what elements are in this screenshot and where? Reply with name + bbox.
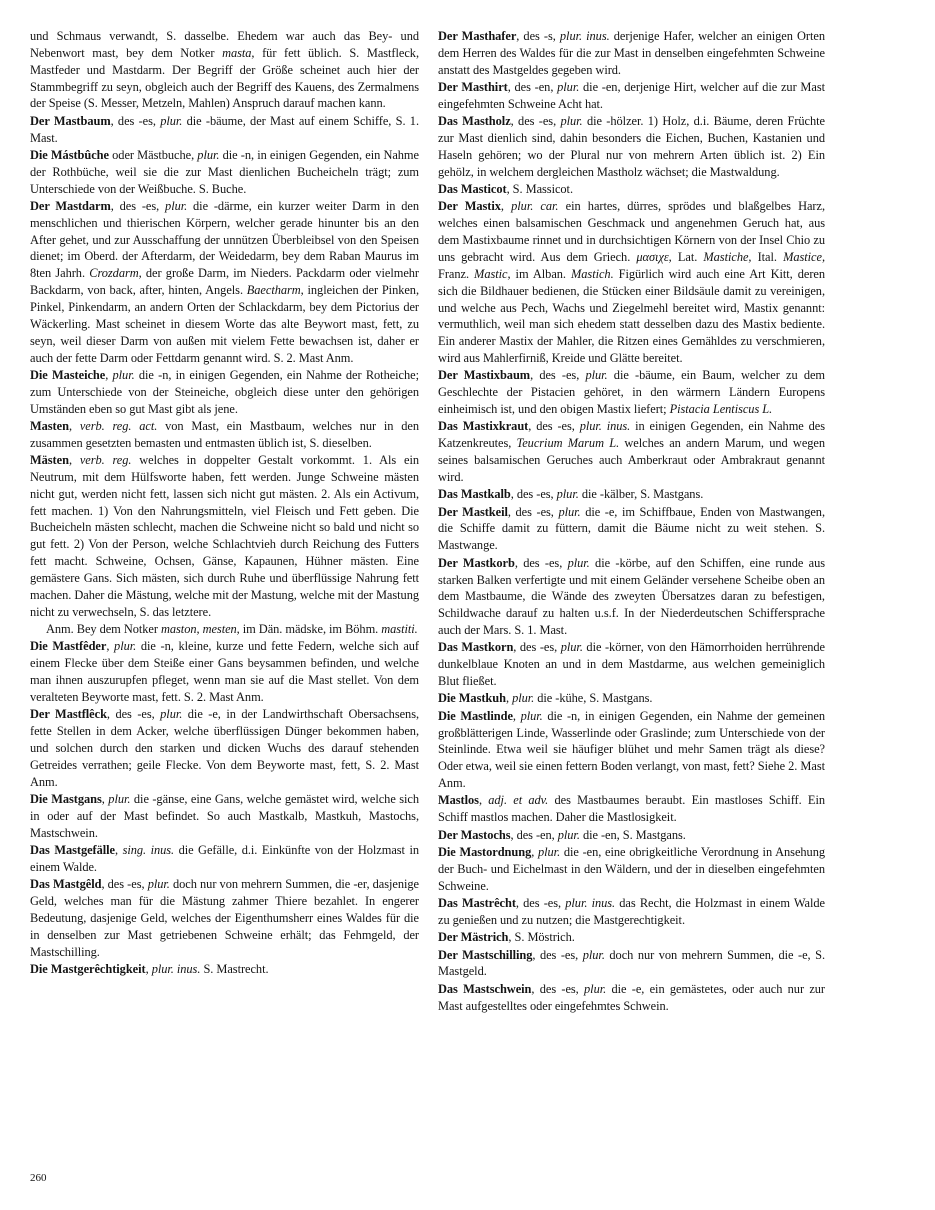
italic-term: adj. et adv. xyxy=(488,793,549,808)
entry-text: , xyxy=(512,708,521,723)
entry-text: S. Mastrecht. xyxy=(200,961,269,976)
entry-text: die -e, ein gemästetes, oder auch nur zur Mast aufgestelltes oder eingefehmtes Schwein. xyxy=(438,981,825,1013)
dictionary-entry xyxy=(30,842,419,876)
entry-text: , des -es, xyxy=(513,640,561,655)
dictionary-entry xyxy=(438,929,825,946)
entry-text: die -bäume, der Mast auf einem Schiffe, S. 1. Mast. xyxy=(30,113,419,145)
dictionary-entry xyxy=(438,418,825,485)
entry-text: die -en, eine obrigkeitliche Verordnung in Ansehung der Buch- und Eichelmast in den Wäldern, und der in dieselben eingefehmten Schweine. xyxy=(438,845,825,893)
dictionary-entry xyxy=(30,961,419,978)
dictionary-entry xyxy=(30,876,419,960)
entry-text: für fett üblich. S. Mastfleck, Mastfeder und Mastdarm. Der Begriff der Größe scheinet auch hier der Stammbegriff zu seyn, obgleich auch der Begriff des Kauens, des Zermalmens der Speise (S. Messer, Metzeln, Mahlen) Anspruch darauf machen kann. xyxy=(30,45,419,111)
italic-term: plur. xyxy=(558,504,581,519)
dictionary-entry xyxy=(438,79,825,113)
entry-text: oder Mästbuche, xyxy=(108,147,198,162)
italic-term: plur. xyxy=(560,114,583,129)
italic-term: sing. inus. xyxy=(122,843,175,857)
entry-text: , des -es, xyxy=(101,877,148,892)
italic-term: μασιχε, xyxy=(636,249,672,264)
entry-text: im Alban. xyxy=(510,266,571,281)
headword: Die Mástbûche xyxy=(30,147,109,162)
headword: Mastlos xyxy=(438,793,479,808)
italic-term: masta, xyxy=(222,45,255,60)
entry-text: und Schmaus verwandt, S. dasselbe. Ehedem war auch das Bey- und Nebenwort mast, bey dem Notker xyxy=(30,29,419,60)
dictionary-entry xyxy=(438,792,825,826)
italic-term: plur. xyxy=(108,791,131,806)
italic-term: plur. xyxy=(160,113,183,128)
entry-text: welches an andern Marum, und wegen seines balsamischen Geruches auch Amberkraut oder Ambrakraut genannt wird. xyxy=(438,436,826,484)
entry-text: Lat. xyxy=(671,249,704,264)
entry-text: , des -es, xyxy=(106,707,161,722)
entry-text: des Mastbaumes beraubt. Ein mastloses Schiff. Ein Schiff mastlos machen. Daher die Mastlosigkeit. xyxy=(438,793,825,825)
dictionary-entry xyxy=(30,791,419,842)
italic-term: verb. reg. act. xyxy=(79,418,158,433)
dictionary-entry xyxy=(30,198,419,366)
entry-text: ingleichen der Pinken, Pinkel, Pinkendarm, an andern Orten der Schlackdarm, bey dem Pictorius der Wäckerling. Mast scheinet in diesem Worte das alte Beywort mast, fett, zu seyn, weil dieser Darm von außen mit vielem Fette bewachsen ist, daher er auch der fette Darm oder Fettdarm genannt wird. S. 2. Mast Anm. xyxy=(30,283,419,365)
italic-term: mastiti. xyxy=(381,622,418,637)
dictionary-entry xyxy=(438,708,825,792)
entry-text: , xyxy=(145,961,152,976)
italic-term: Teucrium Marum L. xyxy=(516,436,620,451)
entry-text: die -n, kleine, kurze und fette Federn, welche sich auf einem Flecke über dem Steiße einer Gans beysammen befinden, und welche man ihnen auszurupfen pfleget, wenn man sie auf die Mast stellet. Von dem veralteten Beyworte mast, fett. S. 2. Mast Anm. xyxy=(30,639,419,704)
italic-term: plur. inus. xyxy=(559,29,610,43)
entry-text: die -e, in der Landwirthschaft Obersachsens, fette Stellen in dem Acker, welche überflüssigen Dünger bekommen haben, und solchen durch den starken und dicken Wuchs des darauf stehenden Getreides verrathen; geile Flecke. Von dem Beyworte mast, fett, S. 2. Mast Anm. xyxy=(30,707,420,789)
entry-text: Franz. xyxy=(438,266,475,281)
entry-text: die -körbe, auf den Schiffen, eine runde aus starken Balken verfertigte und mit einem Geländer versehene Scheibe oben an dem Mastbaume, die Wände des zweyten Übersatzes daran zu befestigen, Schildwache darauf zu halten u.s.f. In der Niederdeutschen Schiffersprache auch der Mars. S. 1. Mast. xyxy=(438,555,825,638)
headword: Masten xyxy=(30,418,69,433)
entry-text: , des -es, xyxy=(510,487,557,502)
dictionary-entry xyxy=(438,827,825,844)
entry-text: , des -es, xyxy=(507,504,559,519)
italic-term: Mastich. xyxy=(571,266,614,281)
entry-text: die -n, in einigen Gegenden, ein Nahme der gemeinen großblätterigen Linde, Wasserlinde oder Graslinde; zum Unterschiede von der Steinlinde. Etwa weil sie häufiger blühet und mehr Samen trägt als diese? Oder etwa, weil sie einen fettern Boden verlangt, von mast, fett? Siehe 2. Mast Anm. xyxy=(438,708,825,791)
headword: Der Mastbaum xyxy=(30,113,111,128)
dictionary-entry xyxy=(30,638,419,705)
headword: Der Masthafer xyxy=(438,29,517,43)
italic-term: plur. xyxy=(584,981,607,996)
entry-text: , des -es, xyxy=(110,113,161,128)
entry-text: , xyxy=(106,639,115,654)
dictionary-entry xyxy=(30,621,419,638)
entry-text: die -bäume, ein Baum, welcher zu dem Geschlechte der Pistacien gehöret, in den wärmern Ländern Europens einheimisch ist, und den obigen Mastix liefert; xyxy=(438,368,826,417)
headword: Die Mastkuh xyxy=(438,691,506,706)
dictionary-entry xyxy=(438,198,825,366)
italic-term: plur. xyxy=(585,368,608,383)
entry-text: die -kälber, S. Mastgans. xyxy=(578,487,704,502)
headword: Das Masticot xyxy=(438,182,507,197)
entry-text: die Gefälle, d.i. Einkünfte von der Holzmast in einem Walde. xyxy=(30,843,419,874)
italic-term: plur. xyxy=(147,877,170,892)
right-column xyxy=(438,28,825,1015)
entry-text: die -gänse, eine Gans, welche gemästet wird, welche sich in oder auf der Mast befindet. So auch Mastkalb, Mastkuh, Mastochs, Mastschwein. xyxy=(30,791,420,840)
entry-text: ein hartes, dürres, sprödes und blaßgelbes Harz, welches einen balsamischen Geschmack und angenehmen Geruch hat, aus dem Mastixbaume rinnet und in durchsichtigen Körnern von der Insel Chio zu uns gebracht wird. Aus dem Griech. xyxy=(438,199,825,264)
entry-text: Ital. xyxy=(751,249,784,264)
italic-term: plur. xyxy=(582,947,605,962)
dictionary-entry xyxy=(30,28,419,112)
dictionary-entry xyxy=(30,452,419,620)
entry-text: , xyxy=(105,367,113,382)
entry-text: , des -s, xyxy=(516,29,560,43)
italic-term: Mastiche, xyxy=(703,249,752,264)
italic-term: Mastic, xyxy=(474,266,511,281)
left-column xyxy=(30,28,419,978)
dictionary-entry xyxy=(438,981,825,1015)
headword: Das Mastixkraut xyxy=(438,419,529,434)
dictionary-entry xyxy=(30,147,419,198)
italic-term: plur. xyxy=(160,707,183,722)
italic-term: plur. inus. xyxy=(579,419,631,434)
dictionary-entry xyxy=(438,367,825,418)
dictionary-entry xyxy=(438,639,825,690)
headword: Die Mastlinde xyxy=(438,708,513,723)
italic-term: Crozdarm, xyxy=(89,266,142,281)
entry-text: die -e, im Schiffbaue, Enden von Mastwangen, die Schiffe damit zu füttern, damit die Bäume nicht zu weit stehen. S. Mastwange. xyxy=(438,504,826,553)
headword: Der Mastixbaum xyxy=(438,368,531,383)
headword: Die Mastfêder xyxy=(30,639,107,654)
italic-term: plur. xyxy=(567,555,590,570)
entry-text: die -körner, von den Hämorrhoiden herrührende dunkelblaue Knoten an und in dem Mastdarme, aus welchen gemeiniglich Blut fließet. xyxy=(438,640,826,689)
entry-text: , xyxy=(531,845,538,859)
headword: Der Mastflêck xyxy=(30,707,107,722)
italic-term: plur. xyxy=(538,845,561,859)
dictionary-entry xyxy=(438,181,825,198)
entry-text: im Dän. mädske, im Böhm. xyxy=(239,622,382,637)
dictionary-entry xyxy=(438,113,825,180)
italic-term: plur. inus. xyxy=(151,961,201,976)
entry-text: die -en, derjenige Hirt, welcher auf die zur Mast eingefehmten Schweine Acht hat. xyxy=(438,80,825,111)
headword: Mästen xyxy=(30,453,69,468)
italic-term: plur. xyxy=(560,640,583,655)
entry-text: derjenige Hafer, welcher an einigen Orten dem Herren des Waldes für die zur Mast in denselben eingefehmten Schweine anstatt des Mastgeldes gegeben wird. xyxy=(438,29,825,77)
headword: Der Mastdarm xyxy=(30,198,111,213)
headword: Das Mastgefälle xyxy=(30,843,116,857)
headword: Das Mastschwein xyxy=(438,981,532,996)
headword: Der Mastkorb xyxy=(438,555,515,570)
headword: Der Masthirt xyxy=(438,80,508,95)
entry-text: die -kühe, S. Mastgans. xyxy=(534,691,653,706)
entry-text: die -därme, ein kurzer weiter Darm in den menschlichen und thierischen Körpern, welcher gerade hinunter bis an den After gehet, und zur Ausschaffung der unnützen Überbleibsel von den Speisen dienet; im Oberd. der Afterdarm, der Weidedarm, bey dem Raban Maurus im 8ten Jahrh. xyxy=(30,198,419,281)
headword: Das Mastkalb xyxy=(438,487,511,502)
italic-term: maston, mesten, xyxy=(160,622,240,637)
entry-text: , S. Massicot. xyxy=(506,182,573,197)
headword: Die Mastgerêchtigkeit xyxy=(30,961,146,976)
italic-term: plur. xyxy=(557,827,580,842)
headword: Das Mastgêld xyxy=(30,877,102,892)
entry-text: Anm. Bey dem Notker xyxy=(46,622,161,637)
entry-text: die -en, S. Mastgans. xyxy=(579,827,686,842)
italic-term: plur. car. xyxy=(511,199,559,214)
entry-text: , xyxy=(101,791,109,806)
headword: Das Mastrêcht xyxy=(438,896,516,911)
headword: Das Mastholz xyxy=(438,114,511,129)
italic-term: Pistacia Lentiscus L. xyxy=(669,402,773,417)
dictionary-entry xyxy=(30,113,419,147)
headword: Das Mastkorn xyxy=(438,640,514,655)
entry-text: , xyxy=(68,418,80,433)
headword: Die Mastordnung xyxy=(438,845,532,859)
headword: Die Mastgans xyxy=(30,791,102,806)
entry-text: in einigen Gegenden, ein Nahme des Katzenkreutes, xyxy=(438,419,825,451)
entry-text: , des -es, xyxy=(515,896,566,911)
entry-text: , des -es, xyxy=(528,419,580,434)
italic-term: plur. xyxy=(512,691,535,706)
headword: Der Mastix xyxy=(438,199,501,214)
italic-term: plur. xyxy=(557,80,580,95)
entry-text: , des -es, xyxy=(531,981,585,996)
italic-term: plur. xyxy=(112,367,135,382)
entry-text: der große Darm, im Nieders. Packdarm oder vielmehr Backdarm, von back, after, hinten, Angels. xyxy=(30,266,419,298)
headword: Der Mästrich xyxy=(438,930,509,945)
entry-text: , des -es, xyxy=(510,114,561,129)
headword: Der Mastschilling xyxy=(438,947,533,962)
entry-text: , xyxy=(500,199,512,214)
dictionary-entry xyxy=(438,844,825,895)
dictionary-entry xyxy=(438,486,825,503)
dictionary-entry xyxy=(438,895,825,929)
entry-text: doch nur von mehrern Summen, die -er, dasjenige Geld, welches man für die Mästung zahmer Thiere bezahlet. In engerer Bedeutung, dasjenige Geld, welches der Eigenthumsherr eines Waldes für die in denselben zur Mast getriebenen Schweine erhält; das Fehmgeld, der Mastschilling. xyxy=(30,877,419,959)
entry-text: , S. Möstrich. xyxy=(508,930,575,945)
entry-text: welches in doppelter Gestalt vorkommt. 1. Als ein Neutrum, mit dem Hülfsworte haben, fett werden. Junge Schweine mästen nicht gut, werden nicht fett, lassen sich nicht gut mästen. 2. Als ein Activum, fett machen. 1) Von den Nahrungsmitteln, viel Fleisch und Fett geben. Die Bucheicheln mästen schlecht, machen die Schweine nicht so bald und nicht so gut fett. 2) Von der Person, welche Schlachtvieh durch Reichung des Futters fett macht. Schweine, Ochsen, Gänse, Kapaunen, Hühner mästen. Eine gemästere Gans. Sich mästen, sich durch Ruhe und überflüssige Nahrung fett machen. Daher die Mästung, welche mit der Mastung, welche mit der Mastung nicht zu verwechseln, S. das letztere. xyxy=(30,453,419,619)
dictionary-entry xyxy=(438,504,825,555)
dictionary-entry xyxy=(438,947,825,981)
entry-text: , xyxy=(478,793,489,808)
dictionary-entry xyxy=(30,706,419,790)
entry-text: , des -es, xyxy=(530,368,586,383)
italic-term: plur. xyxy=(114,639,137,654)
italic-term: plur. xyxy=(197,147,220,162)
entry-text: , xyxy=(68,453,80,468)
entry-text: das Recht, die Holzmast in einem Walde zu genießen und zu nutzen; die Mastgerechtigkeit. xyxy=(438,896,825,927)
entry-text: doch nur von mehrern Summen, die -e, S. Mastgeld. xyxy=(438,947,825,979)
italic-term: verb. reg. xyxy=(79,453,132,468)
entry-text: , des -es, xyxy=(110,198,166,213)
entry-text: von Mast, ein Mastbaum, welches nur in den zusammen gesetzten bemasten und entmasten üblich ist, S. dieselben. xyxy=(30,418,420,450)
italic-term: plur. inus. xyxy=(565,896,616,911)
entry-text: , des -en, xyxy=(510,827,558,842)
entry-text: , xyxy=(115,843,123,857)
entry-text: , des -es, xyxy=(514,555,568,570)
entry-text: die -n, in einigen Gegenden, ein Nahme der Rotheiche; zum Unterschiede von der Steineiche, obgleich diese unter den gehörigen Umständen eben so gut Mast gibt als jene. xyxy=(30,367,419,416)
italic-term: plur. xyxy=(165,198,188,213)
entry-text: , xyxy=(505,691,513,706)
entry-text: , des -en, xyxy=(507,80,558,95)
headword: Der Mastkeil xyxy=(438,504,508,519)
entry-text: , des -es, xyxy=(532,947,583,962)
headword: Die Masteiche xyxy=(30,367,106,382)
dictionary-entry xyxy=(30,418,419,452)
entry-text: die -n, in einigen Gegenden, ein Nahme der Rothbüche, weil sie die zur Mast dienlichen Bucheicheln trägt; zum Unterschiede von der Weißbuche. S. Buche. xyxy=(30,147,419,196)
dictionary-entry xyxy=(438,690,825,707)
italic-term: plur. xyxy=(520,708,543,723)
dictionary-entry xyxy=(438,28,825,79)
italic-term: Baectharm, xyxy=(246,283,304,298)
italic-term: plur. xyxy=(556,487,579,502)
page-number: 260 xyxy=(30,1172,47,1184)
dictionary-entry xyxy=(438,555,825,639)
dictionary-entry xyxy=(30,367,419,418)
headword: Der Mastochs xyxy=(438,827,511,842)
entry-text: Figürlich wird auch eine Art Kitt, deren sich die Bildhauer bedienen, die Stücken einer Bildsäule damit zu vereinigen, und welche aus Pech, Wachs und Ziegelmehl bereitet wird, Mastix genannt: vermuthlich, weil man sich ehedem statt desselben dazu des Mastix bediente. Ein anderer Mastix der Mahler, die Ritzen eines Gemähldes zu verschmieren, wird aus Mahlerfirniß, Kreide und Glätte bereitet. xyxy=(438,266,826,366)
entry-text: die -hölzer. 1) Holz, d.i. Bäume, deren Früchte zur Mast dienlich sind, dahin besonders die Eichen, Buchen, Kastanien und Haseln gehören; wo der Plural nur von mehrern Arten üblich ist. 2) Ein gehölz, in welchem dergleichen Mastholz wächset; die Mastwaldung. xyxy=(438,114,825,179)
italic-term: Mastice, xyxy=(783,249,825,264)
